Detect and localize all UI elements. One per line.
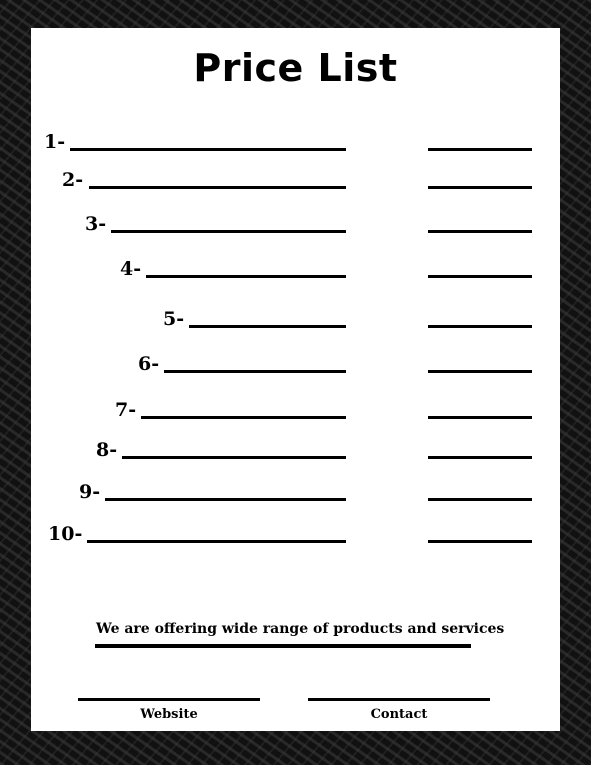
item-price-line[interactable]: [428, 416, 532, 419]
list-item: [31, 259, 560, 283]
item-name-line[interactable]: [89, 186, 346, 189]
item-number: 1-: [44, 131, 66, 153]
item-number: 3-: [85, 213, 107, 235]
contact-line[interactable]: [308, 698, 490, 701]
item-price-line[interactable]: [428, 230, 532, 233]
contact-label: Contact: [370, 707, 428, 722]
item-number: 7-: [115, 399, 137, 421]
item-number: 6-: [138, 353, 160, 375]
item-name-line[interactable]: [111, 230, 346, 233]
list-item: [31, 524, 560, 548]
price-list-sheet: [31, 28, 560, 731]
item-price-line[interactable]: [428, 186, 532, 189]
item-price-line[interactable]: [428, 148, 532, 151]
item-number: 8-: [96, 439, 118, 461]
item-price-line[interactable]: [428, 498, 532, 501]
item-price-line[interactable]: [428, 275, 532, 278]
tagline: We are offering wide range of products and services: [96, 621, 505, 637]
item-number: 2-: [62, 169, 84, 191]
item-name-line[interactable]: [122, 456, 346, 459]
list-item: [31, 214, 560, 238]
item-price-line[interactable]: [428, 456, 532, 459]
list-item: [31, 482, 560, 506]
item-name-line[interactable]: [164, 370, 346, 373]
website-label: Website: [140, 707, 198, 722]
item-name-line[interactable]: [87, 540, 346, 543]
item-name-line[interactable]: [141, 416, 346, 419]
item-number: 4-: [120, 258, 142, 280]
tagline-underline: [95, 644, 471, 648]
list-item: [31, 309, 560, 333]
item-name-line[interactable]: [70, 148, 346, 151]
list-item: [31, 132, 560, 156]
item-number: 10-: [48, 523, 83, 545]
item-name-line[interactable]: [105, 498, 346, 501]
list-item: [31, 440, 560, 464]
page-title: Price List: [193, 46, 398, 90]
item-price-line[interactable]: [428, 370, 532, 373]
item-name-line[interactable]: [189, 325, 346, 328]
list-item: [31, 354, 560, 378]
website-line[interactable]: [78, 698, 260, 701]
item-price-line[interactable]: [428, 540, 532, 543]
list-item: [31, 170, 560, 194]
item-price-line[interactable]: [428, 325, 532, 328]
item-name-line[interactable]: [146, 275, 346, 278]
list-item: [31, 400, 560, 424]
item-number: 5-: [163, 308, 185, 330]
item-number: 9-: [79, 481, 101, 503]
